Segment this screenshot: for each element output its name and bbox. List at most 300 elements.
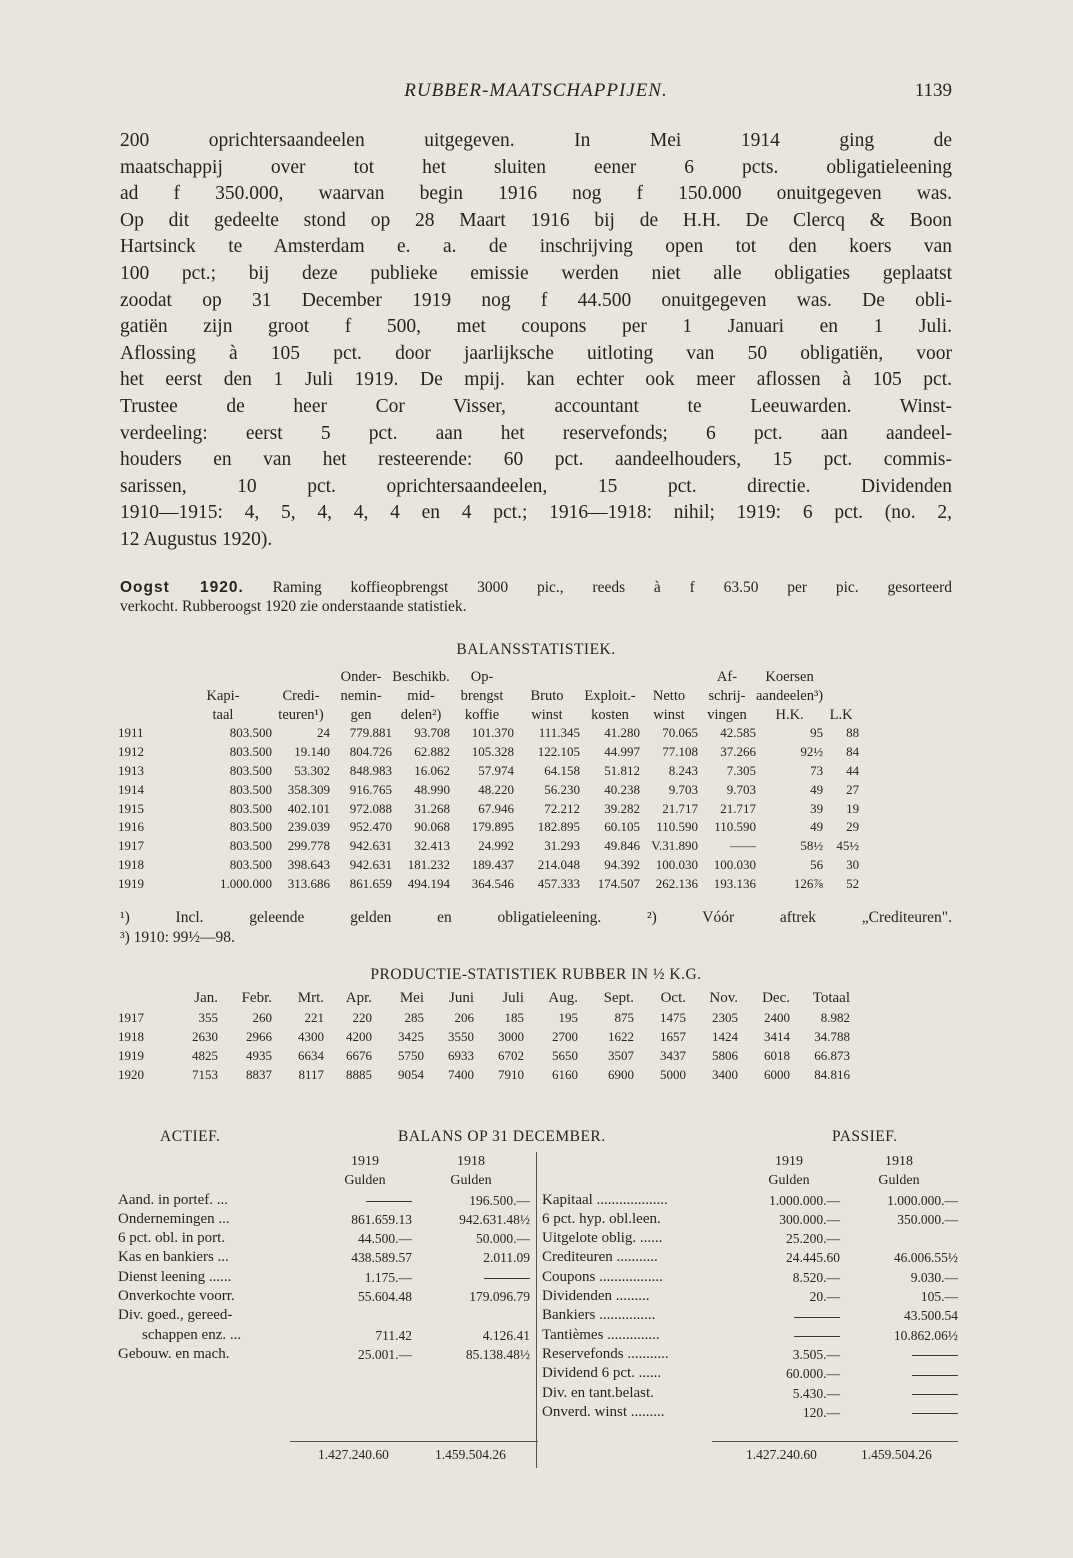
value-cell: 56 (810, 856, 824, 872)
passief-total-rule (712, 1441, 958, 1442)
value-cell: 8885 (346, 1067, 372, 1082)
body-line: sarissen, 10 pct. oprichtersaandeelen, 15 pct. directie. Dividenden (120, 475, 952, 497)
balance-row (118, 1229, 530, 1248)
value-cell: 916.765 (349, 781, 392, 797)
balance-value: 1.175.— (364, 1269, 412, 1285)
value-cell: 53.302 (294, 762, 330, 778)
body-line: gatiën zijn groot f 500, met coupons per 1 Januari en 1 Juli. (120, 316, 952, 338)
value-cell: 92½ (800, 744, 824, 760)
balance-label: Aand. in portef. ... (118, 1191, 228, 1208)
value-cell: 7153 (192, 1067, 218, 1082)
blank-header (118, 1152, 318, 1171)
footnote-3: ³) 1910: 99½—98. (120, 929, 235, 946)
value-cell: 206 (454, 1010, 474, 1025)
column-header (118, 687, 174, 706)
value-cell: 58½ (800, 838, 824, 854)
balance-label: Onverd. winst ......... (542, 1403, 665, 1420)
body-line (120, 128, 952, 155)
value-cell: 1622 (608, 1029, 634, 1044)
year-cell: 1914 (118, 781, 144, 797)
value-cell: 803.500 (229, 762, 272, 778)
balance-value: 85.138.48½ (465, 1346, 530, 1362)
value-cell: 4300 (298, 1029, 324, 1044)
balance-label: Onverkochte voorr. (118, 1288, 235, 1305)
balance-label: 6 pct. obl. in port. (118, 1230, 226, 1247)
value-cell: 48.990 (414, 781, 450, 797)
productie-title: PRODUCTIE-STATISTIEK RUBBER IN ½ K.G. (370, 966, 702, 983)
column-header: brengst (460, 687, 504, 704)
balance-row (542, 1403, 958, 1422)
balance-value: 300.000.— (779, 1211, 840, 1227)
value-cell: 2305 (712, 1010, 738, 1025)
year-cell: 1917 (118, 1010, 144, 1025)
value-cell: 8.243 (668, 762, 698, 778)
month-header: Aug. (548, 990, 578, 1006)
oogst-line-1: Raming koffieopbrengst 3000 pic., reeds à f 63.50 per pic. gesorteerd (272, 579, 953, 596)
balance-row (542, 1229, 958, 1248)
value-cell: 174.507 (597, 875, 640, 891)
value-cell: 193.136 (713, 875, 756, 891)
month-header: Febr. (241, 990, 272, 1006)
column-header: taal (212, 706, 234, 723)
balans-title: BALANS OP 31 DECEMBER. (398, 1128, 606, 1145)
balance-row (118, 1191, 530, 1210)
body-line: maatschappij over tot het sluiten eener 6 pcts. obligatieleening (120, 156, 952, 178)
value-cell: 88 (846, 725, 860, 741)
value-cell: 221 (304, 1010, 324, 1025)
balance-value: 2.011.09 (483, 1250, 530, 1266)
column-header: Koersen (765, 669, 814, 685)
balance-sheet (118, 1152, 958, 1472)
value-cell: 49 (810, 819, 824, 835)
column-header: aandeelen³) (756, 687, 824, 704)
balance-label: schappen enz. ... (142, 1326, 242, 1343)
balance-value: 4.126.41 (482, 1327, 530, 1343)
value-cell: 1.000.000 (220, 875, 272, 891)
value-cell: 9054 (398, 1067, 424, 1082)
value-cell: 6676 (346, 1048, 372, 1063)
balance-row (542, 1210, 958, 1229)
month-header: Mrt. (297, 990, 324, 1006)
value-cell: 29 (846, 819, 860, 835)
balance-row (542, 1345, 958, 1364)
balance-row (118, 1326, 530, 1345)
balance-value: 8.520.— (792, 1269, 840, 1285)
balance-value: 20.— (809, 1289, 840, 1305)
month-header: Totaal (812, 990, 850, 1006)
balance-value: 25.200.— (786, 1231, 840, 1247)
year-cell: 1918 (118, 1029, 144, 1044)
value-cell: 3550 (448, 1029, 474, 1044)
balance-value: 3.505.— (792, 1346, 840, 1362)
footnote-1-2: ¹) Incl. geleende gelden en obligatieleening. ²) Vóór aftrek „Crediteuren". (120, 909, 952, 926)
unit-header-row (118, 1171, 530, 1190)
balance-value: 179.096.79 (469, 1289, 530, 1305)
productie-table (118, 989, 850, 1084)
blank-header (542, 1152, 738, 1171)
value-cell: 66.873 (814, 1048, 850, 1063)
value-cell: 6900 (608, 1067, 634, 1082)
value-cell: 2630 (192, 1029, 218, 1044)
value-cell: 8837 (246, 1067, 272, 1082)
value-cell: 803.500 (229, 800, 272, 816)
value-cell: 181.232 (407, 856, 450, 872)
actief-total-1918: 1.459.504.26 (435, 1447, 506, 1462)
balance-value: 105.— (920, 1289, 958, 1305)
balance-row (118, 1345, 530, 1364)
value-cell: 8.982 (820, 1010, 850, 1025)
value-cell: 7400 (448, 1067, 474, 1082)
value-cell: 220 (352, 1010, 372, 1025)
body-line: zoodat op 31 December 1919 nog f 44.500 onuitgegeven was. De obli- (120, 289, 952, 311)
value-cell: 239.039 (287, 819, 330, 835)
empty-value (318, 1191, 412, 1210)
empty-value (840, 1384, 958, 1403)
value-cell: 803.500 (229, 856, 272, 872)
value-cell: 402.101 (287, 800, 330, 816)
table-row (118, 762, 859, 781)
value-cell: 875 (614, 1010, 634, 1025)
column-header (823, 668, 859, 687)
table-row (118, 856, 859, 875)
balance-value: 196.500.— (469, 1192, 530, 1208)
balance-value: 942.631.48½ (459, 1211, 530, 1227)
column-header: gen (350, 706, 372, 723)
value-cell: 90.068 (414, 819, 450, 835)
value-cell: 262.136 (655, 875, 698, 891)
balance-row (542, 1268, 958, 1287)
table-row (118, 743, 859, 762)
balance-label: Ondernemingen ... (118, 1210, 230, 1227)
balance-label: 6 pct. hyp. obl.leen. (542, 1210, 661, 1227)
value-cell: 494.194 (407, 875, 450, 891)
value-cell: 21.717 (662, 800, 698, 816)
balance-label: Kapitaal ................... (542, 1191, 668, 1208)
balance-label: Div. en tant.belast. (542, 1384, 654, 1401)
value-cell: V.31.890 (651, 838, 698, 854)
value-cell: 122.105 (537, 744, 580, 760)
unit-header: Gulden (768, 1173, 810, 1189)
value-cell: 44.997 (604, 744, 640, 760)
value-cell: 41.280 (604, 725, 640, 741)
value-cell: 779.881 (349, 725, 392, 741)
value-cell: 51.812 (604, 762, 640, 778)
balance-value (840, 1229, 958, 1248)
column-header: Bruto (530, 687, 564, 704)
column-header: winst (653, 706, 685, 723)
balance-value: 711.42 (375, 1327, 412, 1343)
value-cell: 3414 (764, 1029, 790, 1044)
body-line: Op dit gedeelte stond op 28 Maart 1916 bij de H.H. De Clercq & Boon (120, 209, 952, 231)
balance-label: Bankiers ............... (542, 1307, 656, 1324)
month-header: Mei (399, 990, 424, 1006)
value-cell: 39.282 (604, 800, 640, 816)
value-cell: 299.778 (287, 838, 330, 854)
body-line: verdeeling: eerst 5 pct. aan het reservefonds; 6 pct. aan aandeel- (120, 422, 952, 444)
column-header: Onder- (340, 669, 382, 685)
value-cell: 313.686 (287, 875, 330, 891)
value-cell: 803.500 (229, 819, 272, 835)
value-cell: 39 (810, 800, 824, 816)
year-cell: 1920 (118, 1067, 144, 1082)
header-row (118, 668, 859, 687)
value-cell: 260 (252, 1010, 272, 1025)
passief-total-1918: 1.459.504.26 (861, 1447, 932, 1462)
column-header: Credi- (282, 687, 320, 704)
value-cell: 84 (846, 744, 860, 760)
value-cell: 3000 (498, 1029, 524, 1044)
balance-row (118, 1287, 530, 1306)
value-cell: 2400 (764, 1010, 790, 1025)
column-header: teuren¹) (278, 706, 324, 723)
value-cell: 942.631 (349, 838, 392, 854)
value-cell: 457.333 (537, 875, 580, 891)
value-cell: 6018 (764, 1048, 790, 1063)
year-cell: 1911 (118, 725, 144, 741)
value-cell: 2966 (246, 1029, 272, 1044)
empty-value (840, 1345, 958, 1364)
value-cell: 111.345 (538, 725, 580, 741)
month-header (118, 989, 158, 1008)
value-cell: 32.413 (414, 838, 450, 854)
unit-header: Gulden (878, 1173, 920, 1189)
value-cell: 100.030 (713, 856, 756, 872)
balance-label: Tantièmes .............. (542, 1326, 660, 1343)
balance-label: Dienst leening ...... (118, 1268, 232, 1285)
year-header: 1919 (775, 1154, 803, 1169)
empty-value (840, 1364, 958, 1383)
unit-header: Gulden (450, 1173, 492, 1189)
empty-value (840, 1403, 958, 1422)
balance-value: 46.006.55½ (893, 1250, 958, 1266)
value-cell: 4200 (346, 1029, 372, 1044)
value-cell: 24 (317, 725, 330, 741)
value-cell: 72.212 (544, 800, 580, 816)
column-header: Exploit.- (584, 687, 636, 704)
page-number: 1139 (914, 80, 952, 101)
value-cell: 94.392 (604, 856, 640, 872)
value-cell: 7910 (498, 1067, 524, 1082)
header-row (118, 687, 859, 706)
passief-total-1919: 1.427.240.60 (746, 1447, 817, 1462)
oogst-paragraph (120, 578, 952, 616)
dash-rule (912, 1355, 958, 1356)
year-cell: 1916 (118, 819, 144, 835)
column-header (118, 668, 174, 687)
value-cell: 93.708 (414, 725, 450, 741)
year-header: 1919 (351, 1154, 379, 1169)
balance-row (118, 1306, 530, 1325)
column-header: delen²) (400, 706, 442, 723)
dash-rule (794, 1336, 840, 1337)
column-header (640, 668, 698, 687)
month-header: Sept. (603, 990, 634, 1006)
value-cell: 358.309 (287, 781, 330, 797)
balance-value: 50.000.— (476, 1231, 530, 1247)
year-cell: 1913 (118, 762, 144, 778)
column-header: winst (531, 706, 563, 723)
value-cell: 27 (846, 781, 860, 797)
column-header: Beschikb. (392, 669, 450, 685)
year-header: 1918 (457, 1154, 485, 1169)
value-cell: 803.500 (229, 838, 272, 854)
value-cell: 95 (810, 725, 824, 741)
value-cell: 105.328 (471, 744, 514, 760)
value-cell: 1657 (660, 1029, 686, 1044)
value-cell: 952.470 (349, 819, 392, 835)
value-cell: 7.305 (726, 762, 756, 778)
table-row (118, 800, 859, 819)
actief-title: ACTIEF. (160, 1128, 221, 1145)
value-cell: 5000 (660, 1067, 686, 1082)
value-cell: 31.268 (414, 800, 450, 816)
value-cell: 37.266 (720, 744, 756, 760)
value-cell: —— (730, 838, 756, 854)
balance-value: 1.000.000.— (887, 1192, 958, 1208)
value-cell: 972.088 (349, 800, 392, 816)
value-cell: 126⅞ (793, 875, 824, 891)
value-cell: 2700 (552, 1029, 578, 1044)
value-cell: 364.546 (471, 875, 514, 891)
value-cell: 19 (846, 800, 860, 816)
value-cell: 62.882 (414, 744, 450, 760)
value-cell: 31.293 (544, 838, 580, 854)
body-first-number: 200 (120, 130, 150, 151)
value-cell: 195 (558, 1010, 578, 1025)
value-cell: 214.048 (537, 856, 580, 872)
value-cell: 100.030 (655, 856, 698, 872)
value-cell: 4825 (192, 1048, 218, 1063)
month-header: Jan. (194, 990, 218, 1006)
year-header-row (118, 1152, 530, 1171)
dash-rule (484, 1278, 530, 1279)
balance-value (318, 1306, 412, 1325)
value-cell: 70.065 (662, 725, 698, 741)
value-cell: 398.643 (287, 856, 330, 872)
actief-total-rule (290, 1441, 538, 1442)
value-cell: 803.500 (229, 744, 272, 760)
passief-table (542, 1152, 958, 1422)
value-cell: 110.590 (656, 819, 698, 835)
value-cell: 5750 (398, 1048, 424, 1063)
value-cell: 185 (504, 1010, 524, 1025)
table-row (118, 1065, 850, 1084)
value-cell: 5650 (552, 1048, 578, 1063)
column-header: nemin- (340, 687, 382, 704)
balance-divider (536, 1152, 537, 1468)
balance-row (118, 1268, 530, 1287)
balance-value: 438.589.57 (351, 1250, 412, 1266)
value-cell: 803.500 (229, 725, 272, 741)
balance-label: Uitgelote oblig. ...... (542, 1230, 663, 1247)
table-row (118, 781, 859, 800)
balance-label: Coupons ................. (542, 1268, 663, 1285)
month-header: Juni (448, 990, 474, 1006)
month-header: Apr. (345, 990, 372, 1006)
body-line: Hartsinck te Amsterdam e. a. de inschrijving open tot den koers van (120, 236, 952, 258)
balance-label: Dividend 6 pct. ...... (542, 1365, 662, 1382)
month-header: Nov. (709, 990, 738, 1006)
month-header: Dec. (762, 990, 790, 1006)
balance-value: 10.862.06½ (893, 1327, 958, 1343)
column-header: mid- (407, 687, 435, 704)
body-line: 100 pct.; bij deze publieke emissie werden niet alle obligaties geplaatst (120, 262, 952, 284)
balance-row (118, 1248, 530, 1267)
value-cell: 179.895 (471, 819, 514, 835)
value-cell: 9.703 (726, 781, 756, 797)
value-cell: 355 (198, 1010, 218, 1025)
year-cell: 1919 (118, 1048, 144, 1063)
value-cell: 8117 (298, 1067, 324, 1082)
month-header: Oct. (660, 990, 686, 1006)
body-line: 12 Augustus 1920). (120, 528, 273, 550)
value-cell: 3425 (398, 1029, 424, 1044)
value-cell: 942.631 (349, 856, 392, 872)
value-cell: 48.220 (478, 781, 514, 797)
value-cell: 101.370 (471, 725, 514, 741)
year-header-row (542, 1152, 958, 1171)
column-header: Netto (652, 687, 686, 704)
value-cell: 77.108 (662, 744, 698, 760)
balance-row (542, 1306, 958, 1325)
balance-row (542, 1191, 958, 1210)
empty-value (738, 1326, 840, 1345)
value-cell: 6160 (552, 1067, 578, 1082)
balance-row (542, 1326, 958, 1345)
balance-value: 43.500.54 (904, 1308, 958, 1324)
header-row (118, 989, 850, 1008)
value-cell: 67.946 (478, 800, 514, 816)
blank-header (542, 1171, 738, 1190)
value-cell: 57.974 (478, 762, 514, 778)
balance-row (542, 1248, 958, 1267)
balance-label: Dividenden ......... (542, 1288, 650, 1305)
value-cell: 6933 (448, 1048, 474, 1063)
balance-label: Kas en bankiers ... (118, 1249, 229, 1266)
balance-value: 44.500.— (358, 1231, 412, 1247)
value-cell: 6634 (298, 1048, 324, 1063)
column-header: koffie (464, 706, 500, 723)
balance-value: 120.— (802, 1404, 840, 1420)
unit-header-row (542, 1171, 958, 1190)
value-cell: 6000 (764, 1067, 790, 1082)
running-title: RUBBER-MAATSCHAPPIJEN. (404, 80, 668, 101)
value-cell: 64.158 (544, 762, 580, 778)
balance-row (542, 1287, 958, 1306)
actief-total-1919: 1.427.240.60 (318, 1447, 389, 1462)
year-header: 1918 (885, 1154, 913, 1169)
dash-rule (912, 1413, 958, 1414)
value-cell: 9.703 (668, 781, 698, 797)
value-cell: 182.895 (537, 819, 580, 835)
value-cell: 42.585 (720, 725, 756, 741)
empty-value (738, 1306, 840, 1325)
column-header: kosten (591, 706, 629, 723)
value-cell: 52 (846, 875, 860, 891)
dash-rule (366, 1201, 412, 1202)
year-cell: 1915 (118, 800, 144, 816)
body-line: het eerst den 1 Juli 1919. De mpij. kan echter ook meer aflossen à 105 pct. (120, 369, 952, 391)
balansstatistiek-table (118, 668, 859, 894)
value-cell: 3437 (660, 1048, 686, 1063)
column-header: Af- (716, 669, 738, 685)
value-cell: 60.105 (604, 819, 640, 835)
value-cell: 56.230 (544, 781, 580, 797)
value-cell: 30 (846, 856, 860, 872)
passief-title: PASSIEF. (832, 1128, 898, 1145)
dash-rule (912, 1375, 958, 1376)
balansstatistiek-title: BALANSSTATISTIEK. (456, 641, 616, 658)
